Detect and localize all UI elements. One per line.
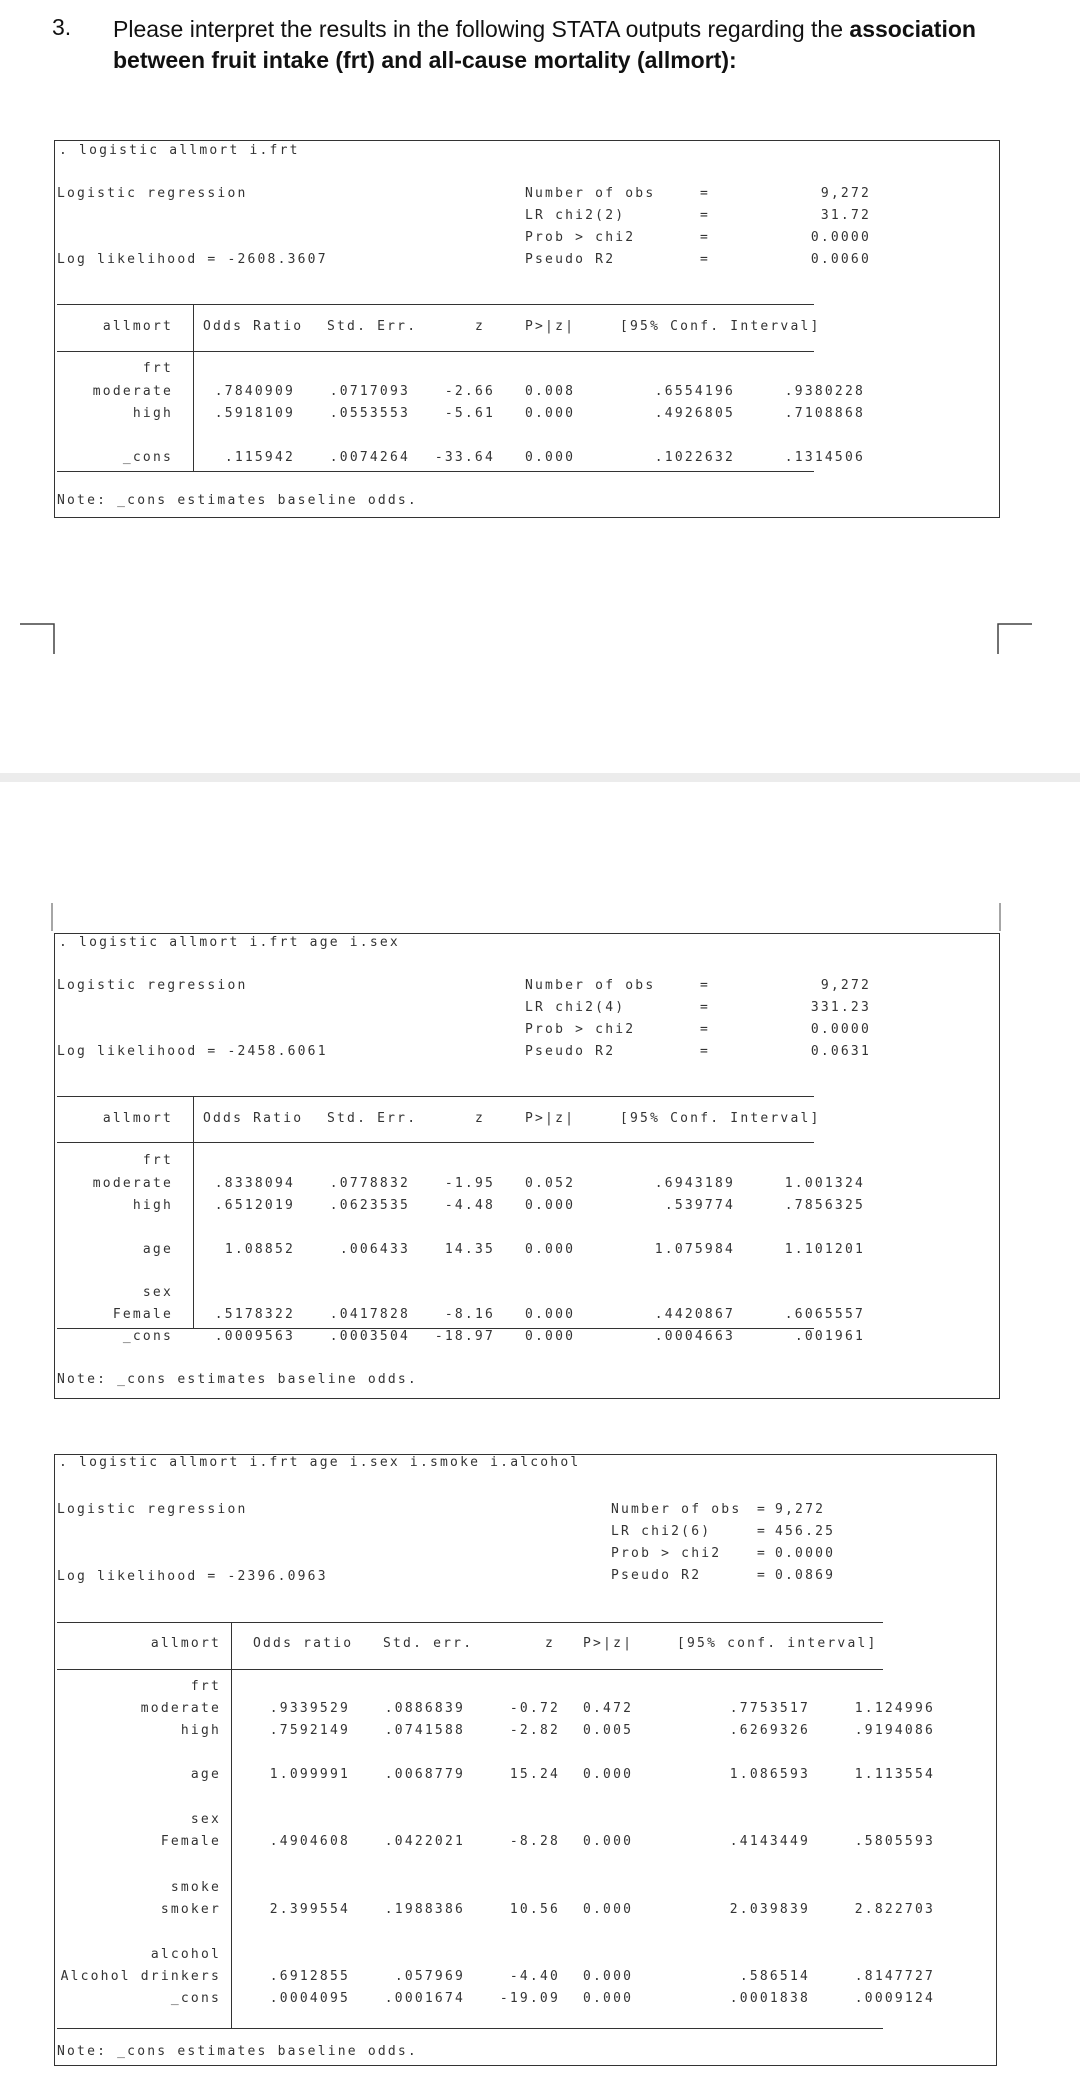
stat-eq: = xyxy=(757,1546,768,1561)
col-header: [95% Conf. Interval] xyxy=(620,319,821,334)
stat-label: Prob > chi2 xyxy=(525,230,636,245)
cell: -0.72 xyxy=(509,1701,560,1716)
cell: .7856325 xyxy=(784,1198,865,1213)
stata-output-1 xyxy=(54,140,1000,518)
stat-value: 0.0631 xyxy=(810,1044,871,1059)
stat-label: LR chi2(2) xyxy=(525,208,626,223)
cell: .115942 xyxy=(224,450,295,465)
table-top-rule xyxy=(57,304,814,305)
cell: .586514 xyxy=(739,1969,810,1984)
stat-label: Number of obs xyxy=(611,1502,742,1517)
col-header: z xyxy=(474,319,485,334)
col-header: Odds Ratio xyxy=(203,319,304,334)
cell: .006433 xyxy=(339,1242,410,1257)
cell: -1.95 xyxy=(444,1176,495,1191)
cell: 0.008 xyxy=(525,384,576,399)
question-text-plain: Please interpret the results in the following STATA outputs regarding the xyxy=(113,16,850,42)
cell: 1.099991 xyxy=(269,1767,350,1782)
command-line: . logistic allmort i.frt xyxy=(59,143,300,158)
cell: 0.000 xyxy=(583,1991,634,2006)
row-label: age xyxy=(190,1767,221,1782)
command-line: . logistic allmort i.frt age i.sex i.smoke i.alcohol xyxy=(59,1455,581,1470)
cell: 15.24 xyxy=(509,1767,560,1782)
col-header: Std. Err. xyxy=(327,1111,418,1126)
col-header: P>|z| xyxy=(583,1636,634,1651)
cell: 0.000 xyxy=(525,1329,576,1344)
cell: .8147727 xyxy=(854,1969,935,1984)
row-label: high xyxy=(132,406,173,421)
col-header: [95% Conf. Interval] xyxy=(620,1111,821,1126)
cell: .0886839 xyxy=(384,1701,465,1716)
stat-value: 456.25 xyxy=(775,1524,836,1539)
cell: .0004095 xyxy=(269,1991,350,2006)
table-divider xyxy=(193,304,194,471)
cell: 0.000 xyxy=(525,1307,576,1322)
cell: 0.000 xyxy=(525,450,576,465)
row-label: frt xyxy=(190,1679,221,1694)
cell: 1.075984 xyxy=(654,1242,735,1257)
stat-eq: = xyxy=(757,1502,768,1517)
stat-eq: = xyxy=(700,1000,711,1015)
cell: .1022632 xyxy=(654,450,735,465)
crop-mark-right-2 xyxy=(990,903,1010,933)
cell: .0778832 xyxy=(329,1176,410,1191)
cell: -5.61 xyxy=(444,406,495,421)
stat-label: Number of obs xyxy=(525,186,656,201)
stat-value: 0.0000 xyxy=(810,230,871,245)
cell: 0.000 xyxy=(583,1969,634,1984)
cell: .0553553 xyxy=(329,406,410,421)
command-line: . logistic allmort i.frt age i.sex xyxy=(59,935,400,950)
model-title: Logistic regression xyxy=(57,978,248,993)
row-label: frt xyxy=(142,361,173,376)
cell: 0.000 xyxy=(525,1242,576,1257)
stat-label: Prob > chi2 xyxy=(611,1546,722,1561)
cell: .0001838 xyxy=(729,1991,810,2006)
stat-eq: = xyxy=(757,1524,768,1539)
stata-output-3 xyxy=(54,1454,997,2066)
stat-eq: = xyxy=(700,252,711,267)
cell: .0422021 xyxy=(384,1834,465,1849)
stata-output-2 xyxy=(54,933,1000,1399)
crop-mark-left xyxy=(18,622,58,656)
cell: 2.399554 xyxy=(269,1902,350,1917)
cell: .6269326 xyxy=(729,1723,810,1738)
cell: .1988386 xyxy=(384,1902,465,1917)
row-label: Alcohol drinkers xyxy=(60,1969,221,1984)
cell: .0074264 xyxy=(329,450,410,465)
stat-value: 0.0060 xyxy=(810,252,871,267)
cell: .0001674 xyxy=(384,1991,465,2006)
row-label: smoker xyxy=(160,1902,221,1917)
log-likelihood: Log likelihood = -2458.6061 xyxy=(57,1044,328,1059)
cell: -8.16 xyxy=(444,1307,495,1322)
log-likelihood: Log likelihood = -2608.3607 xyxy=(57,252,328,267)
row-label: _cons xyxy=(122,450,173,465)
stat-eq: = xyxy=(700,978,711,993)
page-separator xyxy=(0,773,1080,782)
cell: .4420867 xyxy=(654,1307,735,1322)
cell: 0.000 xyxy=(525,1198,576,1213)
cell: .057969 xyxy=(394,1969,465,1984)
cell: 1.08852 xyxy=(224,1242,295,1257)
stat-value: 0.0869 xyxy=(775,1568,836,1583)
cell: .0741588 xyxy=(384,1723,465,1738)
question-text-bold: association between fruit intake (frt) and all-cause mortality (allmort): xyxy=(113,16,976,73)
col-header: z xyxy=(544,1636,555,1651)
cell: .7840909 xyxy=(214,384,295,399)
table-header-rule xyxy=(57,1142,814,1143)
cell: .0009124 xyxy=(854,1991,935,2006)
cell: 2.039839 xyxy=(729,1902,810,1917)
cell: .001961 xyxy=(794,1329,865,1344)
cell: 1.113554 xyxy=(854,1767,935,1782)
cell: 0.000 xyxy=(525,406,576,421)
stat-eq: = xyxy=(700,208,711,223)
table-divider xyxy=(193,1096,194,1328)
cell: -2.66 xyxy=(444,384,495,399)
crop-mark-left-2 xyxy=(50,903,70,933)
col-header: allmort xyxy=(102,1111,173,1126)
stat-eq: = xyxy=(700,1022,711,1037)
row-label: moderate xyxy=(92,384,173,399)
table-divider xyxy=(231,1622,232,2028)
col-header: Std. err. xyxy=(383,1636,474,1651)
col-header: allmort xyxy=(150,1636,221,1651)
row-label: high xyxy=(180,1723,221,1738)
row-label: smoke xyxy=(170,1880,221,1895)
cell: -19.09 xyxy=(499,1991,560,2006)
stat-eq: = xyxy=(700,1044,711,1059)
cell: -4.40 xyxy=(509,1969,560,1984)
table-bottom-rule xyxy=(57,2028,883,2029)
cell: .0003504 xyxy=(329,1329,410,1344)
cell: .6065557 xyxy=(784,1307,865,1322)
cell: 1.001324 xyxy=(784,1176,865,1191)
row-label: age xyxy=(142,1242,173,1257)
cell: 1.124996 xyxy=(854,1701,935,1716)
cell: .7753517 xyxy=(729,1701,810,1716)
cell: .5178322 xyxy=(214,1307,295,1322)
cell: .4904608 xyxy=(269,1834,350,1849)
cell: 0.000 xyxy=(583,1902,634,1917)
cell: .0068779 xyxy=(384,1767,465,1782)
cell: 2.822703 xyxy=(854,1902,935,1917)
question-text xyxy=(113,14,1013,76)
row-label: frt xyxy=(142,1153,173,1168)
stat-eq: = xyxy=(757,1568,768,1583)
table-top-rule xyxy=(57,1096,814,1097)
stat-label: Prob > chi2 xyxy=(525,1022,636,1037)
col-header: [95% conf. interval] xyxy=(677,1636,878,1651)
stat-value: 0.0000 xyxy=(775,1546,836,1561)
cell: .6554196 xyxy=(654,384,735,399)
col-header: z xyxy=(474,1111,485,1126)
cell: .0717093 xyxy=(329,384,410,399)
col-header: Std. Err. xyxy=(327,319,418,334)
crop-mark-right xyxy=(994,622,1034,656)
cell: -18.97 xyxy=(434,1329,495,1344)
stat-label: Pseudo R2 xyxy=(525,1044,616,1059)
stat-label: LR chi2(4) xyxy=(525,1000,626,1015)
table-note: Note: _cons estimates baseline odds. xyxy=(57,1372,418,1387)
row-label: moderate xyxy=(92,1176,173,1191)
cell: .4143449 xyxy=(729,1834,810,1849)
model-title: Logistic regression xyxy=(57,186,248,201)
cell: .7108868 xyxy=(784,406,865,421)
row-label: moderate xyxy=(140,1701,221,1716)
cell: 0.005 xyxy=(583,1723,634,1738)
table-header-rule xyxy=(57,1669,883,1670)
cell: .0417828 xyxy=(329,1307,410,1322)
stat-label: Pseudo R2 xyxy=(525,252,616,267)
cell: .6943189 xyxy=(654,1176,735,1191)
cell: -2.82 xyxy=(509,1723,560,1738)
question-number: 3. xyxy=(52,14,72,40)
cell: -8.28 xyxy=(509,1834,560,1849)
col-header: Odds Ratio xyxy=(203,1111,304,1126)
table-top-rule xyxy=(57,1622,883,1623)
cell: .9380228 xyxy=(784,384,865,399)
cell: 10.56 xyxy=(509,1902,560,1917)
cell: 0.000 xyxy=(583,1767,634,1782)
cell: 1.101201 xyxy=(784,1242,865,1257)
row-label: high xyxy=(132,1198,173,1213)
cell: .8338094 xyxy=(214,1176,295,1191)
cell: -33.64 xyxy=(434,450,495,465)
cell: .5918109 xyxy=(214,406,295,421)
row-label: _cons xyxy=(170,1991,221,2006)
stat-value: 9,272 xyxy=(820,186,871,201)
cell: 1.086593 xyxy=(729,1767,810,1782)
stat-eq: = xyxy=(700,230,711,245)
model-title: Logistic regression xyxy=(57,1502,248,1517)
stat-value: 31.72 xyxy=(820,208,871,223)
cell: .9339529 xyxy=(269,1701,350,1716)
col-header: P>|z| xyxy=(525,1111,576,1126)
row-label: Female xyxy=(160,1834,221,1849)
table-note: Note: _cons estimates baseline odds. xyxy=(57,493,418,508)
col-header: P>|z| xyxy=(525,319,576,334)
row-label: sex xyxy=(190,1812,221,1827)
stat-value: 0.0000 xyxy=(810,1022,871,1037)
table-header-rule xyxy=(57,351,814,352)
cell: .7592149 xyxy=(269,1723,350,1738)
log-likelihood: Log likelihood = -2396.0963 xyxy=(57,1569,328,1584)
stat-label: Number of obs xyxy=(525,978,656,993)
cell: .6912855 xyxy=(269,1969,350,1984)
stat-value: 331.23 xyxy=(810,1000,871,1015)
cell: .0009563 xyxy=(214,1329,295,1344)
col-header: Odds ratio xyxy=(253,1636,354,1651)
cell: .9194086 xyxy=(854,1723,935,1738)
cell: -4.48 xyxy=(444,1198,495,1213)
row-label: alcohol xyxy=(150,1947,221,1962)
cell: .1314506 xyxy=(784,450,865,465)
cell: .539774 xyxy=(664,1198,735,1213)
cell: .0004663 xyxy=(654,1329,735,1344)
table-bottom-rule xyxy=(57,471,814,472)
stat-value: 9,272 xyxy=(820,978,871,993)
cell: 0.052 xyxy=(525,1176,576,1191)
stat-eq: = xyxy=(700,186,711,201)
row-label: sex xyxy=(142,1285,173,1300)
row-label: _cons xyxy=(122,1329,173,1344)
cell: 14.35 xyxy=(444,1242,495,1257)
cell: .4926805 xyxy=(654,406,735,421)
stat-value: 9,272 xyxy=(775,1502,826,1517)
cell: 0.472 xyxy=(583,1701,634,1716)
stat-label: Pseudo R2 xyxy=(611,1568,702,1583)
row-label: Female xyxy=(112,1307,173,1322)
cell: .5805593 xyxy=(854,1834,935,1849)
cell: .0623535 xyxy=(329,1198,410,1213)
cell: .6512019 xyxy=(214,1198,295,1213)
col-header: allmort xyxy=(102,319,173,334)
table-note: Note: _cons estimates baseline odds. xyxy=(57,2044,418,2059)
stat-label: LR chi2(6) xyxy=(611,1524,712,1539)
cell: 0.000 xyxy=(583,1834,634,1849)
